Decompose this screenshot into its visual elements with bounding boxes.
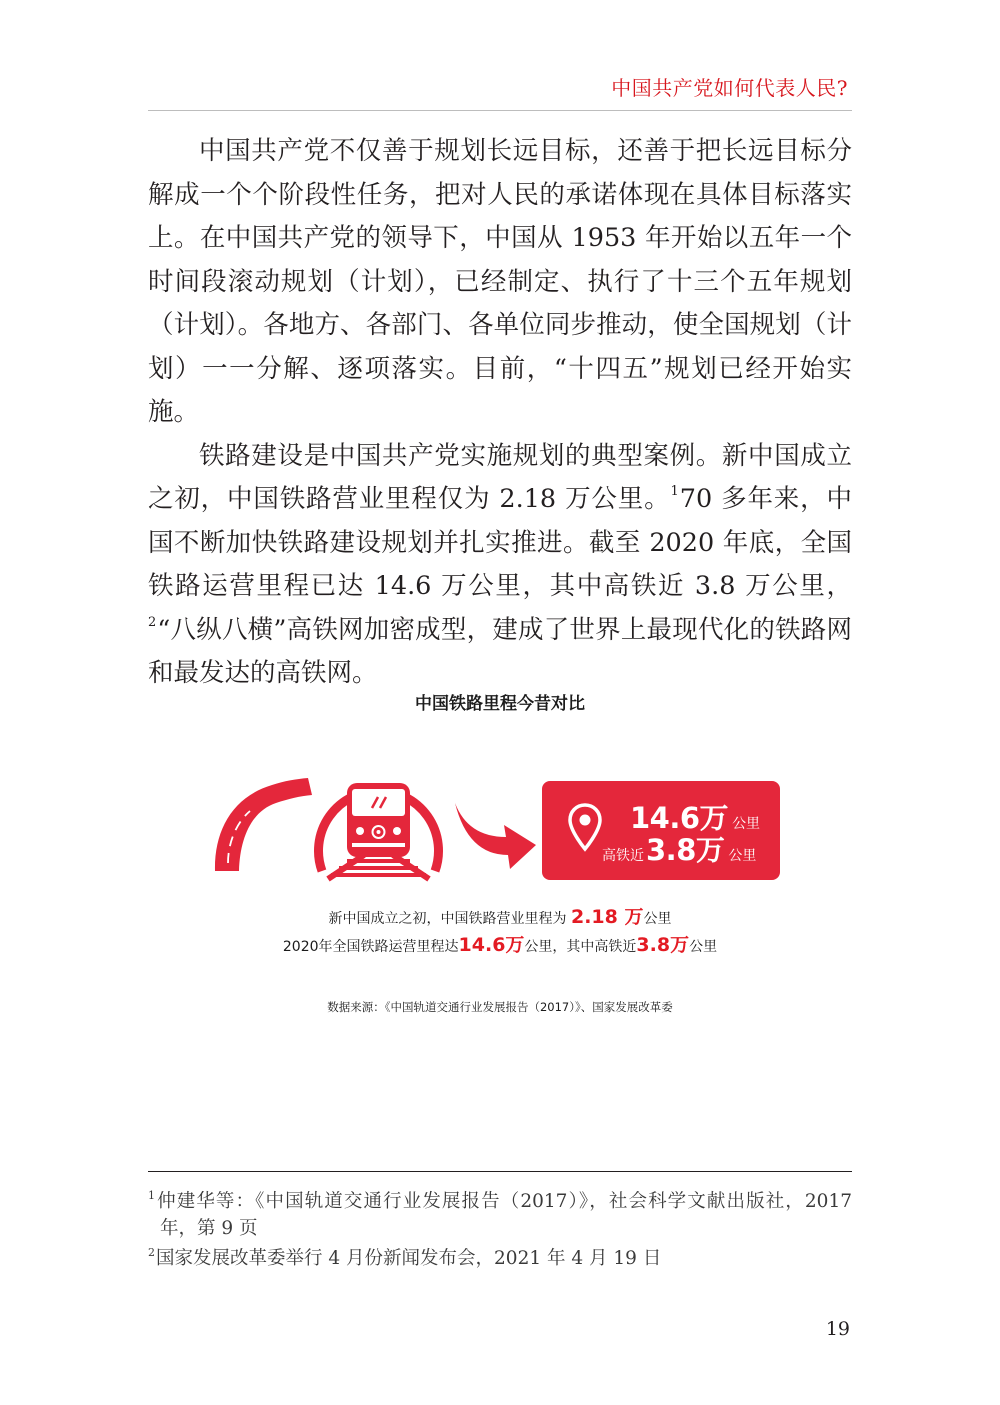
road-icon (215, 778, 312, 871)
page-number: 19 (825, 1318, 850, 1340)
footnote-1 (148, 1188, 852, 1242)
caption-2-value-2: 3.8万 (636, 934, 690, 956)
paragraph-2-part-3: “八纵八横”高铁网加密成型，建成了世界上最现代化的铁路网和最发达的高铁网。 (148, 614, 852, 688)
caption-2-prefix: 2020年全国铁路运营里程达 (282, 939, 459, 955)
figure-title: 中国铁路里程今昔对比 (415, 694, 585, 714)
paragraph-1: 中国共产党不仅善于规划长远目标，还善于把长远目标分解成一个个阶段性任务，把对人民的承诺体现在具体目标落实上。在中国共产党的领导下，中国从 1953 年开始以五年一个时间段滚动规划（计划），已经制定、执行了十三个五年规划（计划）。各地方、各部门、各单位同步推动，使全国规划（计划）一一分解、逐项落实。目前，“十四五”规划已经开始实施。 (148, 136, 852, 427)
stat-total-unit: 公里 (732, 816, 761, 832)
caption-1-value: 2.18 万 (570, 906, 644, 928)
arrow-icon (455, 803, 536, 869)
stat-hsr-value: 3.8万 (646, 833, 725, 867)
header-rule (148, 110, 852, 111)
footnote-1-text: 仲建华等：《中国轨道交通行业发展报告（2017）》，社会科学文献出版社，2017 年，第 9 页 (156, 1191, 852, 1239)
stat-hsr-prefix: 高铁近 (602, 848, 644, 864)
caption-1-suffix: 公里 (643, 911, 672, 927)
footnote-rule (148, 1171, 852, 1172)
stat-total-value: 14.6万 (630, 801, 729, 835)
caption-1-prefix: 新中国成立之初，中国铁路营业里程为 (328, 911, 571, 927)
caption-2-middle: 公里，其中高铁近 (524, 939, 637, 955)
body-text (148, 130, 852, 696)
footnote-2-text: 国家发展改革委举行 4 月份新闻发布会，2021 年 4 月 19 日 (156, 1248, 662, 1269)
figure-caption-1 (0, 902, 1000, 929)
figure-source: 数据来源：《中国轨道交通行业发展报告（2017）》、国家发展改革委 (327, 1000, 673, 1014)
caption-2-suffix: 公里 (689, 939, 718, 955)
running-head: 中国共产党如何代表人民? (611, 76, 848, 100)
footnote-2 (148, 1245, 852, 1272)
mileage-stat-box (542, 781, 780, 880)
stat-hsr-unit: 公里 (728, 848, 757, 864)
footnote-ref-2[interactable]: 2 (148, 614, 157, 630)
caption-2-value-1: 14.6万 (458, 934, 525, 956)
paragraph-2-part-2: 70 多年来，中国不断加快铁路建设规划并扎实推进。截至 2020 年底，全国铁路运营里程已达 14.6 万公里，其中高铁近 3.8 万公里， (148, 484, 852, 601)
location-pin-icon (568, 803, 602, 853)
train-icon (319, 783, 439, 879)
paragraph-2-part-1: 铁路建设是中国共产党实施规划的典型案例。新中国成立之初，中国铁路营业里程仅为 2.18 万公里。 (148, 440, 852, 514)
footnotes (148, 1188, 852, 1275)
figure-caption-2 (0, 930, 1000, 957)
footnote-1-number: 1 (148, 1189, 155, 1202)
footnote-ref-1[interactable]: 1 (670, 484, 679, 499)
railway-illustration (210, 745, 540, 885)
stat-hsr (602, 828, 756, 869)
footnote-2-number: 2 (148, 1246, 155, 1259)
paragraph-2 (148, 435, 852, 696)
